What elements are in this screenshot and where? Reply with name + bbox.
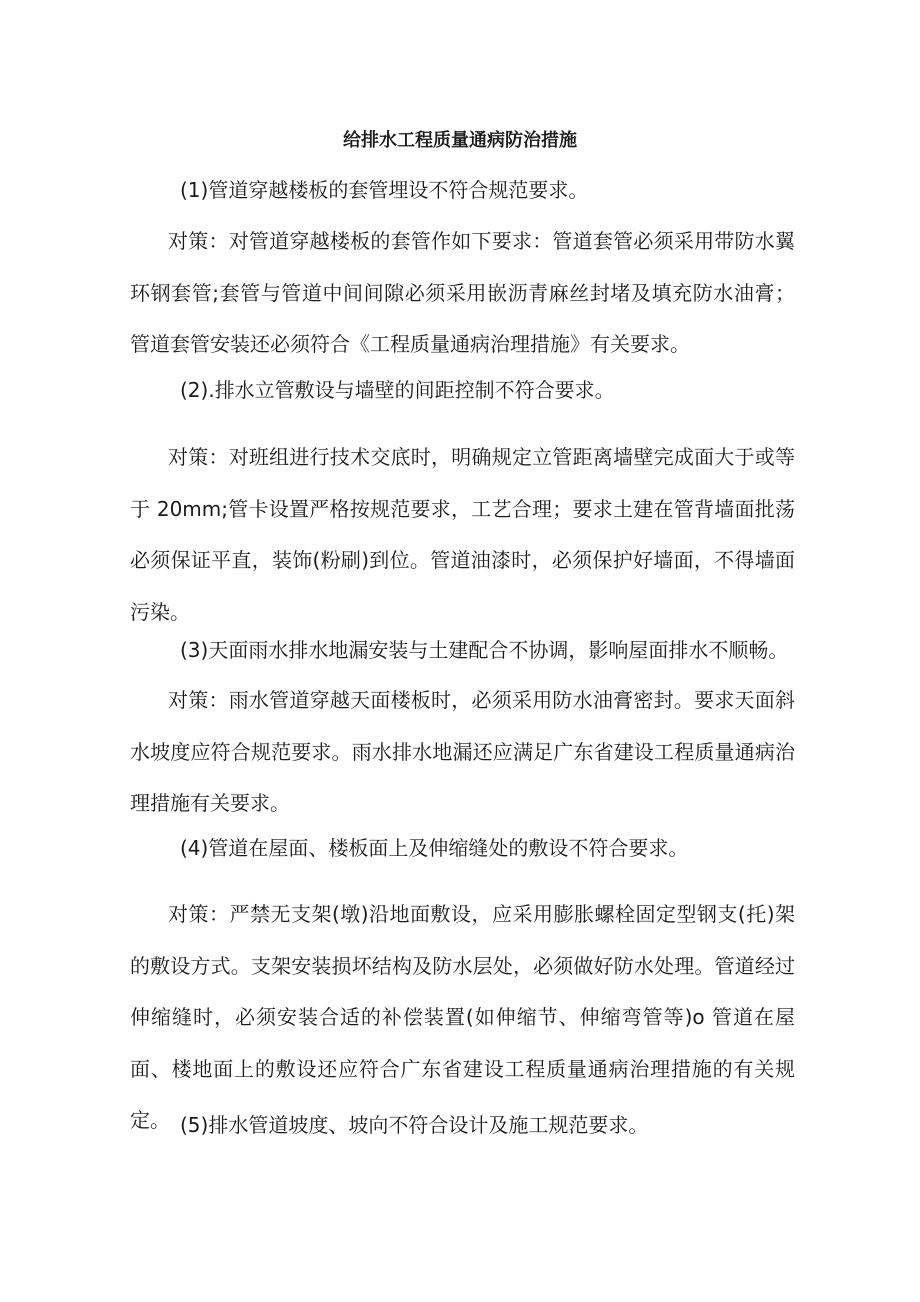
item-2-measure: 对策：对班组进行技术交底时，明确规定立管距离墙壁完成面大于或等于 20mm;管卡设置严格按规范要求，工艺合理；要求土建在管背墙面批荡必须保证平直，装饰(粉刷)到位。管道油漆时，必须保护好墙面，不得墙面污染。	[130, 445, 795, 624]
document-title: 给排水工程质量通病防治措施	[343, 130, 577, 151]
item-1-heading: (1)管道穿越楼板的套管埋设不符合规范要求。	[180, 178, 589, 202]
item-4-measure: 对策：严禁无支架(墩)沿地面敷设，应采用膨胀螺栓固定型钢支(托)架的敷设方式。支架安装损坏结构及防水层处，必须做好防水处理。管道经过伸缩缝时，必须安装合适的补偿装置(如伸缩节、伸缩弯管等)o 管道在屋面、楼地面上的敷设还应符合广东省建设工程质量通病治理措施的有关规定。	[130, 902, 795, 1132]
item-1-measure: 对策：对管道穿越楼板的套管作如下要求：管道套管必须采用带防水翼环钢套管;套管与管道中间间隙必须采用嵌沥青麻丝封堵及填充防水油膏；管道套管安装还必须符合《工程质量通病治理措施》有关要求。	[130, 229, 795, 356]
item-3-heading: (3)天面雨水排水地漏安装与土建配合不协调，影响屋面排水不顺畅。	[180, 638, 789, 662]
item-5-heading: (5)排水管道坡度、坡向不符合设计及施工规范要求。	[180, 1113, 649, 1137]
item-4-heading: (4)管道在屋面、楼板面上及伸缩缝处的敷设不符合要求。	[180, 836, 689, 860]
item-3-measure: 对策：雨水管道穿越天面楼板时，必须采用防水油膏密封。要求天面斜水坡度应符合规范要求。雨水排水地漏还应满足广东省建设工程质量通病治理措施有关要求。	[130, 688, 795, 815]
item-2-heading: (2).排水立管敷设与墙壁的间距控制不符合要求。	[180, 378, 615, 402]
